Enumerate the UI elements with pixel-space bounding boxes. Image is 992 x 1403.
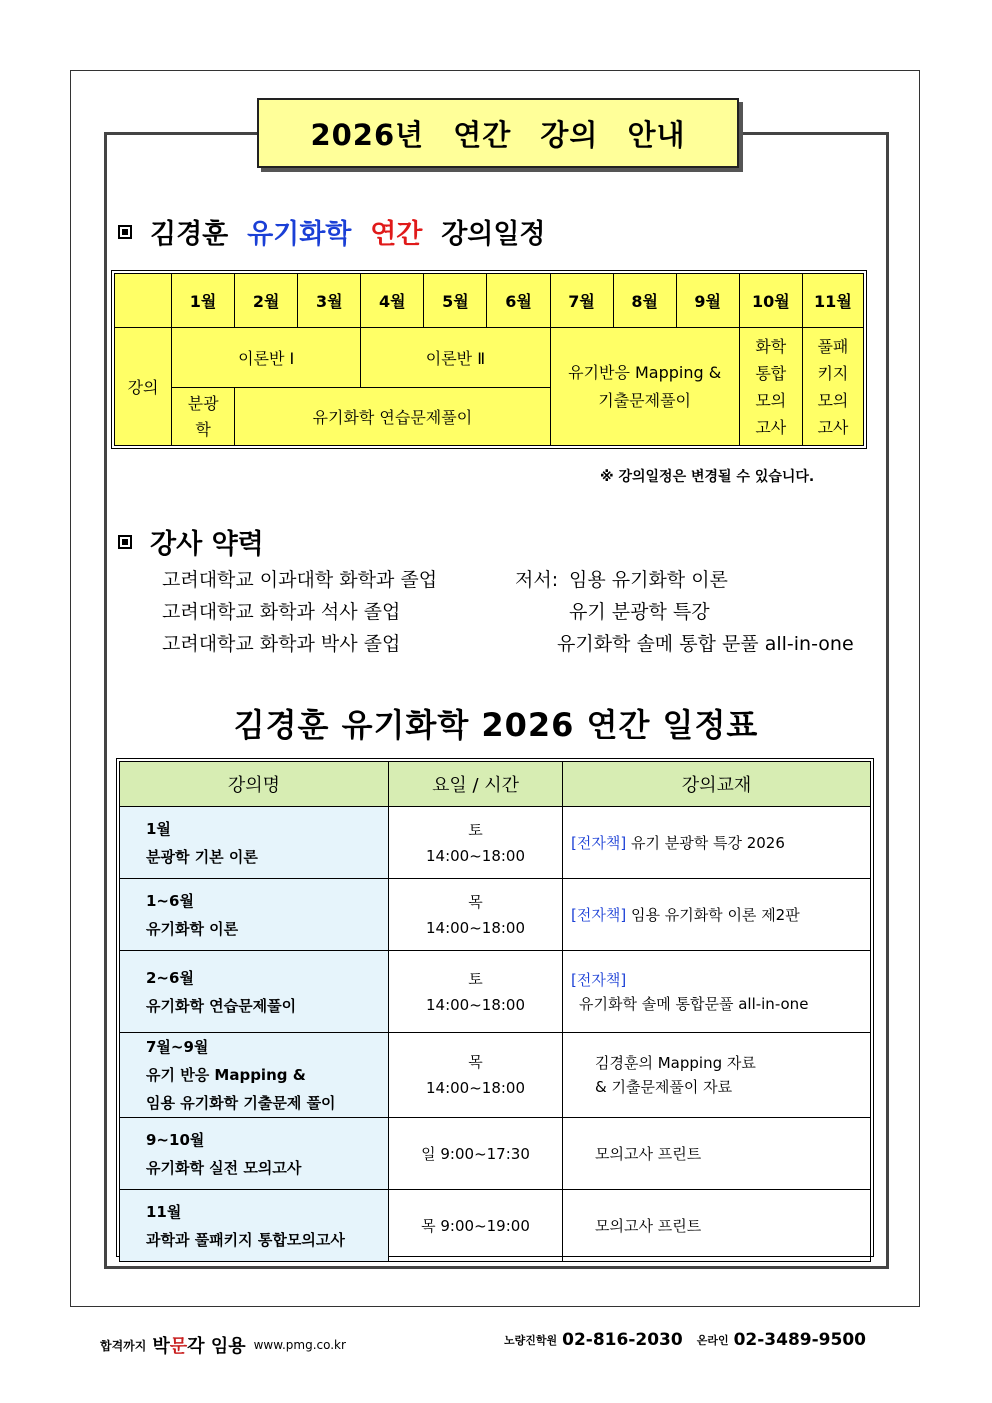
column-header: 강의명 <box>120 762 389 807</box>
spectro-cell: 분광 학 <box>172 388 235 446</box>
section-schedule-heading <box>118 212 546 251</box>
table-row: 9~10월 유기화학 실전 모의고사 일 9:00~17:30 모의고사 프린트 <box>120 1118 871 1190</box>
footer-site-link[interactable]: www.pmg.co.kr <box>253 1338 346 1352</box>
education-item: 고려대학교 화학과 박사 졸업 <box>162 633 401 655</box>
mapping-cell: 유기반응 Mapping & 기출문제풀이 <box>550 328 739 446</box>
page-title: 2026년 연간 강의 안내 <box>257 98 739 168</box>
annual-label: 연간 <box>370 219 423 250</box>
footer <box>100 1328 890 1356</box>
brand-logo: 박문각 임용 <box>152 1336 246 1357</box>
education-item: 고려대학교 이과대학 화학과 졸업 <box>162 569 438 591</box>
instructor-name: 김경훈 <box>150 219 229 250</box>
section-bio-heading: 강사 약력 <box>118 522 264 561</box>
branch-phone: 02-816-2030 <box>562 1330 683 1350</box>
table-row: 1~6월 유기화학 이론 목 14:00~18:00 [전자책] 임용 유기화학 이론 제2판 <box>120 879 871 951</box>
table-row: 2~6월 유기화학 연습문제풀이 토 14:00~18:00 [전자책] 유기화학 솔메 통합문풀 all-in-one <box>120 951 871 1033</box>
subject-name: 유기화학 <box>247 219 352 250</box>
timetable <box>116 758 874 1257</box>
square-bullet-icon <box>118 225 132 239</box>
month-header: 2월 <box>235 274 298 328</box>
schedule-label: 강의일정 <box>441 219 546 250</box>
online-phone: 02-3489-9500 <box>733 1330 866 1350</box>
branch-label: 노량진학원 <box>503 1334 558 1347</box>
column-header: 강의교재 <box>563 762 871 807</box>
footer-brand <box>100 1332 346 1358</box>
footer-contacts <box>504 1330 866 1350</box>
table-row: 7월~9월 유기 반응 Mapping & 임용 유기화학 기출문제 풀이 목 14:00~18:00 김경훈의 Mapping 자료 & 기출문제풀이 자료 <box>120 1033 871 1118</box>
square-bullet-icon <box>118 535 132 549</box>
education-list <box>162 564 437 660</box>
month-header: 10월 <box>739 274 802 328</box>
education-item: 고려대학교 화학과 석사 졸업 <box>162 601 401 623</box>
month-header: 4월 <box>361 274 424 328</box>
online-label: 온라인 <box>696 1334 729 1347</box>
book-item: 유기 분광학 특강 <box>569 601 710 623</box>
books-label: 저서: <box>515 569 559 591</box>
month-header: 9월 <box>676 274 739 328</box>
month-header: 1월 <box>172 274 235 328</box>
poolpae-mock-cell: 풀패 키지 모의 고사 <box>802 328 863 446</box>
row-label: 강의 <box>115 328 172 446</box>
month-header: 3월 <box>298 274 361 328</box>
theory1-cell: 이론반 Ⅰ <box>172 328 361 388</box>
month-header: 6월 <box>487 274 550 328</box>
chem-mock-cell: 화학 통합 모의 고사 <box>739 328 802 446</box>
column-header: 요일 / 시간 <box>389 762 563 807</box>
book-item: 유기화학 솔메 통합 문풀 all-in-one <box>557 633 854 655</box>
timetable-title: 김경훈 유기화학 2026 연간 일정표 <box>233 706 759 744</box>
book-item: 임용 유기화학 이론 <box>569 569 728 591</box>
footer-tagline: 합격까지 <box>100 1338 147 1353</box>
month-header: 11월 <box>802 274 863 328</box>
month-header: 7월 <box>550 274 613 328</box>
table-row: 1월 분광학 기본 이론 토 14:00~18:00 [전자책] 유기 분광학 특강 2026 <box>120 807 871 879</box>
theory2-cell: 이론반 Ⅱ <box>361 328 550 388</box>
practice-cell: 유기화학 연습문제풀이 <box>235 388 550 446</box>
table-row: 11월 과학과 풀패키지 통합모의고사 목 9:00~19:00 모의고사 프린트 <box>120 1190 871 1262</box>
schedule-note: ※ 강의일정은 변경될 수 있습니다. <box>600 469 815 485</box>
month-header: 5월 <box>424 274 487 328</box>
month-header: 8월 <box>613 274 676 328</box>
annual-schedule-table <box>111 270 867 449</box>
